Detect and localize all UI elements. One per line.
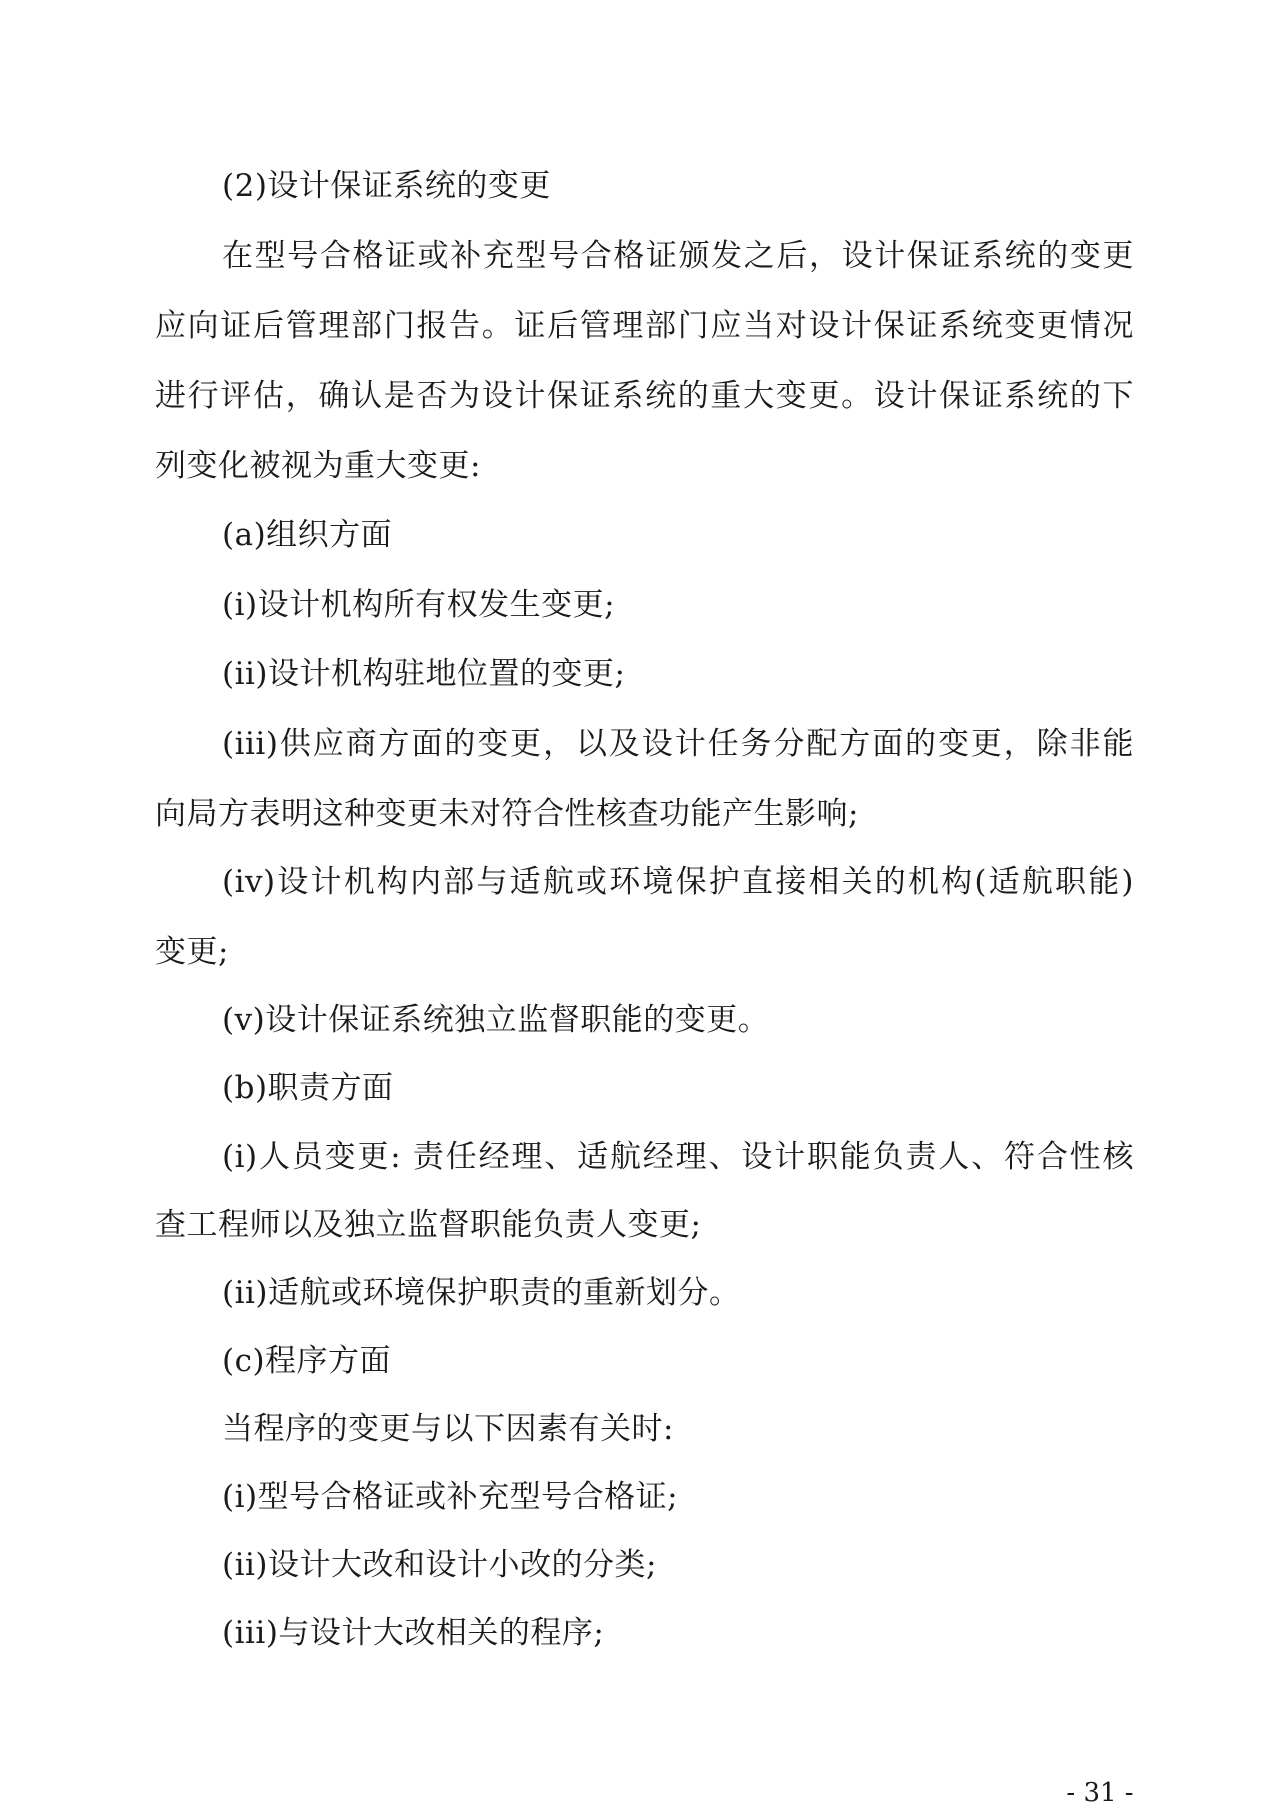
list-item-continuation: 变更; (155, 934, 229, 970)
list-item: (iii)供应商方面的变更，以及设计任务分配方面的变更，除非能 (222, 726, 1134, 762)
paragraph-line: 列变化被视为重大变更: (155, 448, 481, 484)
list-item: (i)型号合格证或补充型号合格证; (222, 1479, 679, 1515)
list-item: (ii)设计大改和设计小改的分类; (222, 1547, 657, 1583)
paragraph-line: 应向证后管理部门报告。证后管理部门应当对设计保证系统变更情况 (155, 308, 1134, 344)
list-item: (v)设计保证系统独立监督职能的变更。 (222, 1002, 770, 1038)
subsection-heading: (b)职责方面 (222, 1070, 394, 1106)
section-heading: (2)设计保证系统的变更 (222, 168, 551, 204)
page-number: - 31 - (1066, 1778, 1134, 1808)
subsection-heading: (a)组织方面 (222, 517, 393, 553)
list-item: (i)人员变更: 责任经理、适航经理、设计职能负责人、符合性核 (222, 1139, 1134, 1175)
list-item: (ii)设计机构驻地位置的变更; (222, 656, 626, 692)
paragraph-line: 进行评估，确认是否为设计保证系统的重大变更。设计保证系统的下 (155, 378, 1134, 414)
list-item-continuation: 查工程师以及独立监督职能负责人变更; (155, 1207, 702, 1243)
list-item: (i)设计机构所有权发生变更; (222, 587, 616, 623)
paragraph-line: 当程序的变更与以下因素有关时: (222, 1411, 674, 1447)
list-item-continuation: 向局方表明这种变更未对符合性核查功能产生影响; (155, 796, 859, 832)
paragraph-line: 在型号合格证或补充型号合格证颁发之后，设计保证系统的变更 (222, 238, 1134, 274)
subsection-heading: (c)程序方面 (222, 1343, 392, 1379)
list-item: (iii)与设计大改相关的程序; (222, 1615, 605, 1651)
list-item: (ii)适航或环境保护职责的重新划分。 (222, 1275, 741, 1311)
list-item: (iv)设计机构内部与适航或环境保护直接相关的机构(适航职能) (222, 864, 1134, 900)
